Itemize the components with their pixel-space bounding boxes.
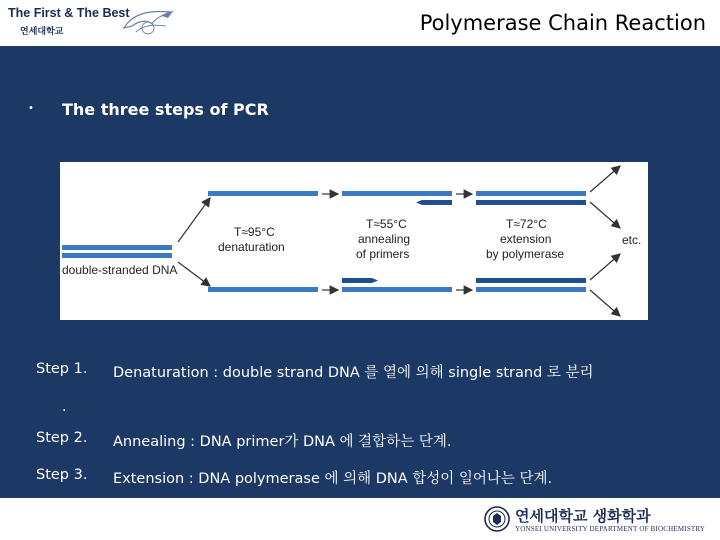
step-2-number: Step 2. — [36, 430, 88, 446]
arrow-etc-3 — [590, 254, 620, 280]
logo-slogan: The First & The Best — [8, 6, 130, 20]
step-2-description: Annealing : DNA primer가 DNA 에 결합하는 단계. — [113, 434, 452, 450]
dsdna-top-strand — [62, 245, 172, 250]
eagle-emblem-icon — [118, 6, 178, 40]
primer-bottom-tip — [372, 278, 378, 283]
primer-bottom — [342, 278, 372, 283]
step1-name: denaturation — [218, 240, 285, 254]
primer-top-tip — [416, 200, 422, 205]
single-strand-bottom — [208, 287, 318, 292]
step2-temp: T≈55°C — [366, 217, 407, 231]
step1-temp: T≈95°C — [234, 225, 275, 239]
dsdna-label: double-stranded DNA — [62, 263, 178, 277]
arrow-etc-4 — [590, 290, 620, 316]
slide-title: Polymerase Chain Reaction — [419, 11, 706, 35]
step-3-description: Extension : DNA polymerase 에 의해 DNA 합성이 일어나는 단계. — [113, 471, 553, 487]
university-logo — [8, 6, 178, 40]
extended-product-bottom — [476, 278, 586, 283]
extended-template-bottom — [476, 287, 586, 292]
step-1-continuation-dot: . — [62, 399, 67, 415]
university-seal-icon — [484, 506, 510, 532]
single-strand-top — [208, 191, 318, 196]
arrow-denature-down — [178, 262, 210, 286]
step2-name-1: annealing — [358, 232, 411, 246]
header — [0, 0, 720, 46]
bullet-marker: • — [28, 103, 34, 114]
step-1-description: Denaturation : double strand DNA 를 열에 의해 single strand 로 분리 — [113, 365, 594, 381]
department-name-korean: 연세대학교 생화학과 — [515, 507, 651, 525]
annealed-template-bottom — [342, 287, 452, 292]
step-3-number: Step 3. — [36, 467, 88, 483]
step3-temp: T≈72°C — [506, 217, 547, 231]
etc-label: etc. — [622, 233, 642, 247]
footer — [0, 498, 720, 540]
arrow-etc-1 — [590, 166, 620, 192]
annealed-template-top — [342, 191, 452, 196]
arrow-denature-up — [178, 198, 210, 242]
step3-name-2: by polymerase — [486, 247, 565, 261]
arrow-etc-2 — [590, 202, 620, 228]
extended-template-top — [476, 191, 586, 196]
step3-name-1: extension — [500, 232, 552, 246]
pcr-diagram — [60, 162, 648, 320]
department-logo — [484, 506, 712, 536]
pcr-diagram-svg — [60, 162, 648, 320]
department-name-english: YONSEI UNIVERSITY DEPARTMENT OF BIOCHEMISTRY — [515, 525, 706, 533]
extended-product-top — [476, 200, 586, 205]
step2-name-2: of primers — [356, 247, 410, 261]
dsdna-bottom-strand — [62, 253, 172, 258]
logo-university-name: 연세대학교 — [20, 27, 64, 37]
step-1-number: Step 1. — [36, 361, 88, 377]
primer-top — [422, 200, 452, 205]
bullet-heading: The three steps of PCR — [62, 100, 269, 119]
